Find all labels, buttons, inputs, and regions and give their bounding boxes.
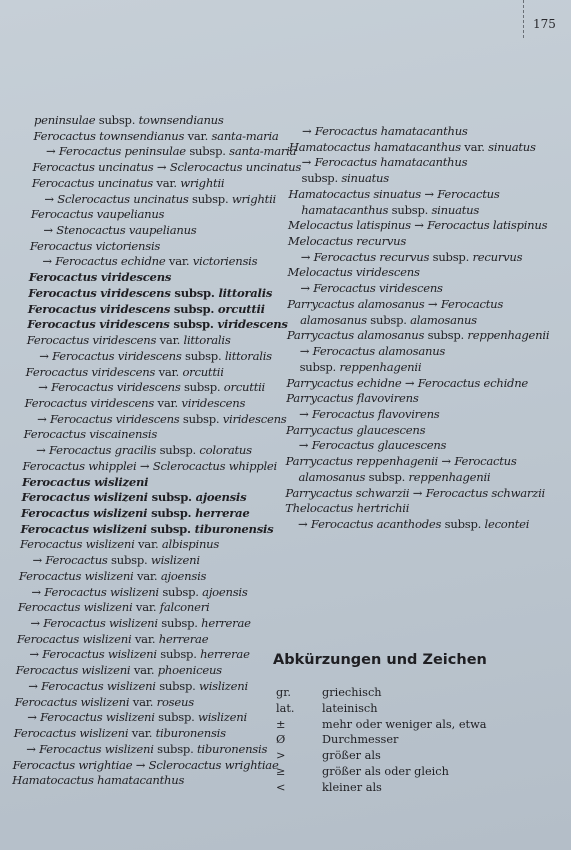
index-entry: [24, 427, 157, 441]
entry-text: subsp.: [147, 490, 196, 505]
entry-text: wislizeni: [198, 710, 247, 725]
entry-text: →: [29, 647, 43, 662]
index-entry-reference: [32, 553, 199, 567]
page-number: 175: [533, 17, 556, 31]
index-entry: [14, 726, 226, 740]
index-entry: [17, 632, 209, 646]
index-entry-reference: [299, 438, 446, 452]
entry-text: subsp.: [107, 553, 151, 568]
entry-text: albispinus: [161, 537, 220, 552]
entry-text: Hamatocactus hamatacanthus: [12, 773, 185, 788]
index-entry: [285, 486, 545, 500]
entry-text: var.: [460, 139, 489, 154]
index-entry: [286, 376, 528, 390]
index-entry-reference: [46, 144, 296, 158]
entry-text: tiburonensis: [155, 726, 226, 741]
entry-text: →: [38, 380, 52, 395]
entry-text: var.: [132, 600, 160, 615]
index-entry-reference: [300, 360, 422, 374]
index-entry-reference: [38, 380, 265, 394]
index-entry: [287, 297, 503, 311]
entry-text: →: [44, 191, 58, 206]
entry-text: →: [30, 616, 44, 631]
entry-text: reppenhagenii: [408, 469, 491, 484]
index-entry: [22, 475, 148, 489]
entry-text: wrightii: [231, 191, 276, 206]
abbreviation-meaning: lateinisch: [322, 701, 378, 715]
index-entry-reference: [302, 124, 468, 138]
index-entry-reference: [36, 443, 252, 457]
entry-text: Hamatocactus sinuatus: [288, 186, 421, 201]
index-entry: [13, 758, 279, 772]
entry-text: Ferocactus recurvus: [313, 249, 430, 264]
entry-text: Ferocactus viridescens: [313, 281, 443, 296]
entry-text: subsp.: [156, 443, 200, 458]
entry-text: →: [420, 186, 438, 201]
index-entry: [289, 140, 536, 154]
abbreviation-meaning: kleiner als: [322, 780, 382, 794]
entry-text: wislizeni: [150, 553, 200, 568]
entry-text: subsp.: [169, 317, 218, 332]
index-entry: [288, 218, 547, 232]
index-entry: [287, 328, 549, 342]
entry-text: townsendianus: [138, 113, 224, 127]
index-entry-reference: [302, 171, 389, 185]
index-entry-reference: [30, 616, 250, 630]
entry-text: viridescens: [181, 395, 246, 410]
entry-text: Ferocactus whipplei: [22, 458, 137, 473]
entry-text: →: [299, 406, 313, 421]
entry-text: var.: [152, 175, 181, 190]
abbreviation-key: >: [276, 749, 286, 763]
entry-text: subsp.: [299, 359, 340, 374]
index-entry-reference: [300, 344, 445, 358]
entry-text: Ferocactus viridescens: [27, 301, 171, 316]
entry-text: Ferocactus acanthodes: [310, 517, 442, 531]
entry-text: Sclerocactus wrightiae: [148, 757, 279, 772]
entry-text: Ferocactus peninsulae: [58, 144, 186, 159]
abbreviation-meaning: griechisch: [322, 686, 382, 699]
page-corner-rule: [523, 0, 524, 38]
entry-text: var.: [134, 537, 162, 552]
entry-text: subsp.: [170, 301, 218, 316]
entry-text: Ferocactus: [454, 454, 517, 469]
entry-text: littoralis: [183, 333, 231, 348]
index-entry: [286, 391, 418, 405]
entry-text: Ferocactus viridescens: [28, 270, 172, 285]
entry-text: alamosanus: [300, 312, 367, 327]
entry-text: subsp.: [301, 171, 342, 186]
entry-text: →: [410, 218, 428, 233]
entry-text: alamosanus: [410, 312, 477, 327]
index-entry: [15, 695, 194, 709]
entry-text: alamosanus: [298, 469, 366, 484]
entry-text: roseus: [156, 694, 194, 709]
index-entry: [33, 129, 278, 143]
index-entry: [21, 506, 250, 520]
entry-text: Ferocactus: [437, 186, 500, 201]
entry-text: coloratus: [199, 443, 252, 458]
entry-text: →: [302, 124, 315, 138]
index-entry: [31, 207, 164, 221]
entry-text: herrerae: [195, 506, 250, 520]
entry-text: subsp.: [146, 521, 195, 536]
index-entry-reference: [37, 412, 286, 426]
index-entry-reference: [302, 155, 468, 169]
entry-text: wrightii: [180, 175, 225, 190]
entry-text: subsp.: [179, 411, 223, 426]
index-entry: [28, 286, 272, 300]
index-entry: [285, 501, 409, 515]
entry-text: Ferocactus wislizeni: [16, 631, 132, 646]
index-entry-reference: [300, 313, 477, 327]
index-entry-reference: [299, 407, 439, 421]
entry-text: →: [43, 223, 57, 238]
entry-text: Ferocactus hamatacanthus: [314, 155, 468, 170]
entry-text: Ferocactus victoriensis: [29, 238, 161, 253]
entry-text: hamatacanthus: [301, 202, 389, 217]
index-entry: [18, 600, 210, 614]
abbreviation-key: ≥: [276, 765, 286, 778]
index-entry: [32, 176, 224, 190]
index-entry: [27, 333, 231, 347]
entry-text: var.: [155, 364, 183, 379]
entry-text: sinuatus: [488, 139, 536, 154]
entry-text: Ferocactus echidne: [417, 375, 529, 390]
entry-text: Melocactus recurvus: [287, 234, 407, 249]
index-entry: [288, 234, 406, 248]
entry-text: Ferocactus viridescens: [50, 411, 180, 426]
entry-text: Ferocactus wislizeni: [40, 710, 155, 725]
entry-text: Ferocactus uncinatus: [32, 160, 154, 175]
entry-text: →: [45, 144, 59, 159]
entry-text: subsp.: [156, 647, 201, 662]
index-entry: [34, 113, 224, 127]
entry-text: Ferocactus wislizeni: [18, 568, 134, 583]
entry-text: →: [401, 375, 418, 390]
index-entry-reference: [28, 679, 248, 693]
entry-text: santa-maria: [211, 128, 279, 143]
entry-text: Ferocactus wislizeni: [42, 647, 157, 662]
index-entry: [28, 302, 265, 316]
index-entry-reference: [298, 470, 490, 484]
entry-text: Ferocactus wislizeni: [21, 506, 148, 520]
entry-text: subsp.: [157, 616, 202, 631]
entry-text: Ferocactus schwarzii: [425, 485, 545, 500]
index-entry: [19, 569, 206, 583]
entry-text: var.: [128, 726, 156, 741]
entry-text: Ferocactus hamatacanthus: [314, 124, 468, 138]
entry-text: →: [37, 411, 51, 426]
entry-text: →: [42, 254, 56, 269]
index-entry: [29, 270, 171, 284]
entry-text: →: [136, 458, 153, 473]
entry-text: Ferocactus wislizeni: [15, 663, 131, 678]
entry-text: orcuttii: [223, 380, 266, 395]
entry-text: herrerae: [201, 616, 251, 631]
index-entry-reference: [27, 710, 247, 724]
index-entry: [288, 265, 420, 279]
index-entry: [12, 773, 184, 787]
entry-text: Ferocactus wislizeni: [39, 741, 154, 756]
entry-text: Ferocactus gracilis: [48, 443, 157, 458]
entry-text: Ferocactus viridescens: [26, 333, 157, 348]
entry-text: →: [299, 344, 313, 359]
index-entry: [27, 317, 287, 331]
entry-text: subsp.: [365, 469, 409, 484]
entry-text: Stenocactus vaupelianus: [56, 223, 197, 238]
index-entry: [20, 522, 273, 536]
entry-text: →: [153, 160, 170, 175]
index-entry-reference: [42, 254, 257, 268]
entry-text: orcuttii: [217, 301, 265, 316]
entry-text: →: [409, 485, 426, 500]
entry-text: herrerae: [200, 647, 250, 662]
abbreviation-key: Ø: [276, 733, 286, 747]
entry-text: →: [31, 584, 45, 599]
entry-text: Ferocactus echidne: [55, 254, 166, 269]
entry-text: subsp.: [181, 348, 225, 363]
index-entry: [22, 490, 247, 504]
entry-text: victoriensis: [192, 254, 258, 269]
entry-text: Ferocactus flavovirens: [312, 406, 440, 421]
index-entry: [16, 663, 222, 677]
entry-text: ajoensis: [160, 568, 207, 583]
entry-text: ajoensis: [195, 490, 247, 505]
entry-text: phoeniceus: [157, 663, 222, 678]
entry-text: Ferocactus glaucescens: [311, 438, 447, 453]
entry-text: subsp.: [188, 191, 232, 206]
entry-text: →: [27, 710, 41, 725]
entry-text: Ferocactus viridescens: [27, 317, 170, 332]
index-entry-reference: [300, 281, 442, 295]
entry-text: Ferocactus viridescens: [28, 285, 171, 300]
entry-text: tiburonensis: [196, 741, 268, 756]
entry-text: peninsulae: [34, 113, 96, 127]
index-entry: [286, 423, 425, 437]
entry-text: Parrycactus schwarzii: [285, 485, 410, 500]
entry-text: Hamatocactus hamatacanthus: [288, 139, 461, 154]
entry-text: Ferocactus latispinus: [427, 218, 548, 233]
entry-text: subsp.: [441, 517, 485, 531]
entry-text: subsp.: [388, 202, 432, 217]
entry-text: sinuatus: [341, 171, 389, 186]
entry-text: →: [32, 553, 46, 568]
entry-text: Ferocactus wislizeni: [21, 490, 148, 505]
entry-text: littoralis: [218, 285, 273, 300]
entry-text: Ferocactus townsendianus: [33, 128, 185, 143]
entry-text: falconeri: [159, 600, 210, 615]
index-entry: [286, 454, 517, 468]
index-entry: [26, 365, 224, 379]
index-entry: [32, 160, 301, 174]
entry-text: Parrycactus glaucescens: [285, 422, 426, 437]
entry-text: subsp.: [180, 380, 224, 395]
entry-text: reppenhagenii: [339, 359, 422, 374]
entry-text: Ferocactus wislizeni: [14, 694, 130, 709]
index-entry-reference: [39, 349, 272, 363]
entry-text: var.: [130, 663, 158, 678]
entry-text: subsp.: [154, 710, 199, 725]
entry-text: lecontei: [484, 517, 530, 531]
entry-text: Melocactus viridescens: [287, 265, 420, 280]
entry-text: Ferocactus wislizeni: [17, 600, 133, 615]
entry-text: Ferocactus wislizeni: [41, 678, 156, 693]
entry-text: Ferocactus viridescens: [52, 348, 182, 363]
entry-text: Parrycactus flavovirens: [286, 391, 419, 406]
entry-text: subsp.: [424, 328, 468, 343]
index-entry-reference: [301, 203, 479, 217]
entry-text: Ferocactus wislizeni: [19, 537, 135, 552]
index-entry-reference: [43, 223, 196, 237]
entry-text: viridescens: [222, 411, 287, 426]
entry-text: →: [36, 443, 49, 458]
entry-text: →: [28, 678, 42, 693]
entry-text: var.: [133, 568, 161, 583]
entry-text: var.: [165, 254, 193, 269]
entry-text: orcuttii: [182, 364, 224, 379]
entry-text: →: [39, 348, 53, 363]
entry-text: tiburonensis: [194, 521, 274, 536]
abbreviation-meaning: größer als oder gleich: [322, 765, 449, 778]
abbreviation-meaning: mehr oder weniger als, etwa: [322, 717, 487, 731]
entry-text: →: [300, 249, 314, 264]
entry-text: Melocactus latispinus: [288, 218, 411, 233]
index-entry-reference: [26, 742, 267, 756]
entry-text: Sclerocactus uncinatus: [57, 191, 189, 206]
entry-text: subsp.: [185, 144, 230, 159]
index-entry: [25, 396, 246, 410]
entry-text: →: [298, 438, 312, 453]
entry-text: →: [298, 517, 311, 531]
entry-text: Parrycactus echidne: [286, 375, 402, 390]
entry-text: var.: [154, 395, 182, 410]
index-entry-reference: [301, 250, 523, 264]
entry-text: wislizeni: [199, 678, 248, 693]
entry-text: Sclerocactus whipplei: [152, 458, 277, 473]
entry-text: recurvus: [472, 249, 523, 264]
entry-text: santa-maria: [229, 144, 297, 159]
entry-text: viridescens: [217, 317, 288, 332]
entry-text: subsp.: [147, 506, 196, 520]
entry-text: subsp.: [366, 312, 411, 327]
index-entry-reference: [44, 192, 276, 206]
entry-text: subsp.: [429, 249, 473, 264]
entry-text: herrerae: [158, 631, 209, 646]
entry-text: Parrycactus alamosanus: [287, 296, 425, 311]
abbreviation-key: <: [276, 780, 286, 794]
entry-text: var.: [129, 694, 157, 709]
entry-text: →: [132, 757, 149, 772]
entry-text: Ferocactus vaupelianus: [30, 207, 165, 222]
entry-text: Ferocactus viridescens: [24, 395, 155, 410]
entry-text: Ferocactus uncinatus: [31, 175, 153, 190]
entry-text: Ferocactus wislizeni: [43, 616, 158, 631]
abbreviation-meaning: größer als: [322, 749, 381, 763]
index-entry: [288, 187, 499, 201]
index-entry-reference: [31, 585, 247, 599]
entry-text: Parrycactus reppenhagenii: [285, 454, 438, 469]
abbreviations-heading: Abkürzungen und Zeichen: [273, 652, 487, 668]
entry-text: Ferocactus: [45, 553, 108, 568]
entry-text: →: [26, 741, 40, 756]
entry-text: sinuatus: [431, 202, 480, 217]
entry-text: Ferocactus: [440, 296, 504, 311]
entry-text: Thelocactus hertrichii: [285, 501, 410, 516]
entry-text: Sclerocactus uncinatus: [169, 160, 302, 175]
entry-text: →: [300, 281, 314, 296]
index-entry-reference: [29, 647, 249, 661]
abbreviation-meaning: Durchmesser: [322, 733, 399, 747]
entry-text: subsp.: [170, 285, 219, 300]
entry-text: subsp.: [158, 584, 203, 599]
abbreviation-key: lat.: [276, 701, 295, 715]
entry-text: Ferocactus wislizeni: [13, 726, 129, 741]
entry-text: var.: [156, 333, 184, 348]
entry-text: ajoensis: [202, 584, 248, 599]
entry-text: Ferocactus viscainensis: [23, 427, 158, 442]
entry-text: Ferocactus wislizeni: [22, 474, 149, 489]
entry-text: reppenhagenii: [467, 328, 550, 343]
entry-text: subsp.: [95, 113, 139, 127]
abbreviation-key: ±: [276, 717, 286, 731]
entry-text: Ferocactus alamosanus: [312, 344, 446, 359]
entry-text: subsp.: [153, 741, 197, 756]
entry-text: Ferocactus wislizeni: [44, 584, 159, 599]
entry-text: Ferocactus viridescens: [25, 364, 156, 379]
index-entry-reference: [298, 517, 529, 531]
entry-text: Ferocactus wislizeni: [20, 521, 147, 536]
abbreviation-key: gr.: [276, 686, 291, 699]
index-entry: [23, 459, 277, 473]
entry-text: Ferocactus viridescens: [51, 380, 181, 395]
entry-text: Ferocactus wrightiae: [12, 757, 133, 772]
entry-text: →: [424, 296, 441, 311]
entry-text: littoralis: [224, 348, 272, 363]
index-entry: [30, 239, 160, 253]
entry-text: →: [301, 155, 315, 170]
index-entry: [20, 537, 219, 551]
entry-text: var.: [184, 128, 212, 143]
entry-text: var.: [131, 631, 159, 646]
entry-text: Parrycactus alamosanus: [286, 328, 425, 343]
entry-text: subsp.: [155, 678, 200, 693]
entry-text: →: [437, 454, 455, 469]
